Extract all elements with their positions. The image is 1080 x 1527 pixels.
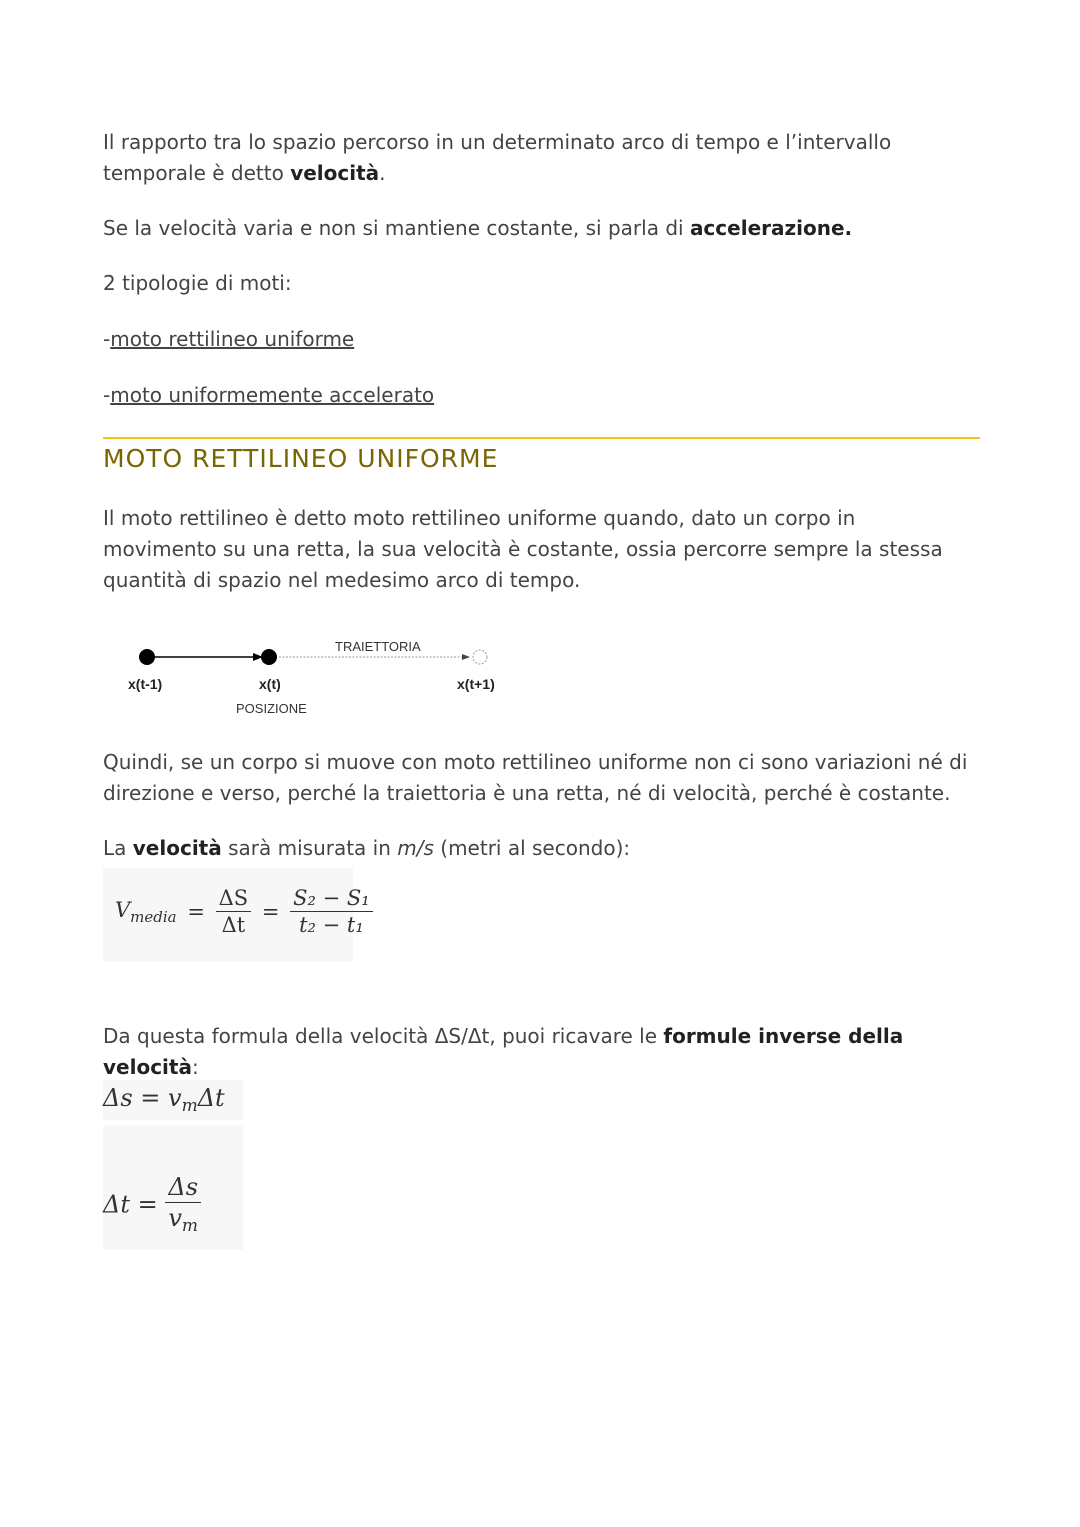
fraction-t [165, 1173, 201, 1236]
fraction-difference [290, 886, 373, 937]
consequence-paragraph: Quindi, se un corpo si muove con moto rettilineo uniforme non ci sono variazioni né di direzione e verso, perché la traiettoria è una retta, né di velocità, perché è costante. [103, 750, 968, 805]
formula-s-main: Δs = v [103, 1084, 182, 1112]
formula-lhs-sub: media [130, 908, 177, 926]
fraction-den-2: t₂ − t₁ [299, 913, 364, 937]
acceleration-text: Se la velocità varia e non si mantiene costante, si parla di [103, 216, 690, 240]
fraction-delta [216, 886, 252, 937]
formula-t-den-v: v [168, 1204, 182, 1232]
formula-delta-t [103, 1173, 201, 1236]
label-posizione: POSIZIONE [236, 701, 307, 716]
velocity-formula [115, 886, 373, 937]
formula-eq: = [187, 899, 205, 924]
formula-delta-s [103, 1084, 225, 1116]
formula-eq-2: = [261, 899, 280, 924]
formula-s-image [103, 1080, 243, 1120]
unit-ms: m/s [397, 836, 434, 860]
fraction-num: ΔS [216, 886, 252, 912]
formula-t-den [165, 1203, 201, 1236]
units-paragraph [103, 833, 980, 864]
formula-t-lhs: Δt = [103, 1190, 158, 1219]
fraction-num-2: S₂ − S₁ [290, 886, 373, 912]
intro-paragraph [103, 127, 980, 189]
intro-end: . [379, 161, 386, 185]
list-dash: - [103, 327, 111, 351]
units-text-a: La [103, 836, 133, 860]
label-x-now: x(t) [259, 676, 281, 692]
definition-paragraph: Il moto rettilineo è detto moto rettilineo uniforme quando, dato un corpo in movimento su una retta, la sua velocità è costante, ossia percorre sempre la stessa quantità di spazio nel medesimo arco di tempo. [103, 506, 943, 592]
acceleration-paragraph [103, 213, 980, 244]
units-text-b: sarà misurata in [221, 836, 398, 860]
formula-lhs: V [115, 898, 131, 922]
intro-text: Il rapporto tra lo spazio percorso in un determinato arco di tempo e l’intervallo temporale è detto [103, 130, 892, 185]
label-traiettoria: TRAIETTORIA [335, 639, 421, 654]
formula-t-den-sub: m [181, 1216, 199, 1236]
position-dot-current [261, 649, 277, 665]
term-formule-inverse: formule inverse della velocità [103, 1024, 904, 1079]
formula-t-num: Δs [165, 1173, 201, 1203]
fraction-den: Δt [221, 913, 246, 937]
trajectory-diagram [103, 625, 523, 725]
inverse-end: : [191, 1055, 199, 1079]
label-x-next: x(t+1) [457, 676, 495, 692]
list-item[interactable] [103, 324, 980, 355]
formula-s-sub: m [181, 1096, 198, 1116]
link-moto-accelerato[interactable]: moto uniformemente accelerato [110, 383, 435, 407]
position-dot-next [473, 650, 487, 664]
formula-s-end: Δt [197, 1084, 225, 1112]
section-divider [103, 437, 980, 439]
section-heading: MOTO RETTILINEO UNIFORME [103, 444, 499, 473]
list-item[interactable] [103, 380, 980, 411]
units-text-c: (metri al secondo): [433, 836, 631, 860]
label-x-prev: x(t-1) [128, 676, 163, 692]
velocity-formula-image [103, 868, 370, 962]
term-accelerazione: accelerazione. [689, 216, 853, 240]
term-velocita-2: velocità [132, 836, 222, 860]
term-velocita: velocità [290, 161, 380, 185]
formula-t-image [103, 1125, 243, 1250]
arrow-head-small [462, 654, 470, 660]
link-moto-rettilineo[interactable]: moto rettilineo uniforme [110, 327, 355, 351]
position-dot-prev [139, 649, 155, 665]
inverse-paragraph [103, 1021, 980, 1083]
inverse-text: Da questa formula della velocità ΔS/Δt, puoi ricavare le [103, 1024, 664, 1048]
types-intro: 2 tipologie di moti: [103, 271, 292, 295]
list-dash: - [103, 383, 111, 407]
